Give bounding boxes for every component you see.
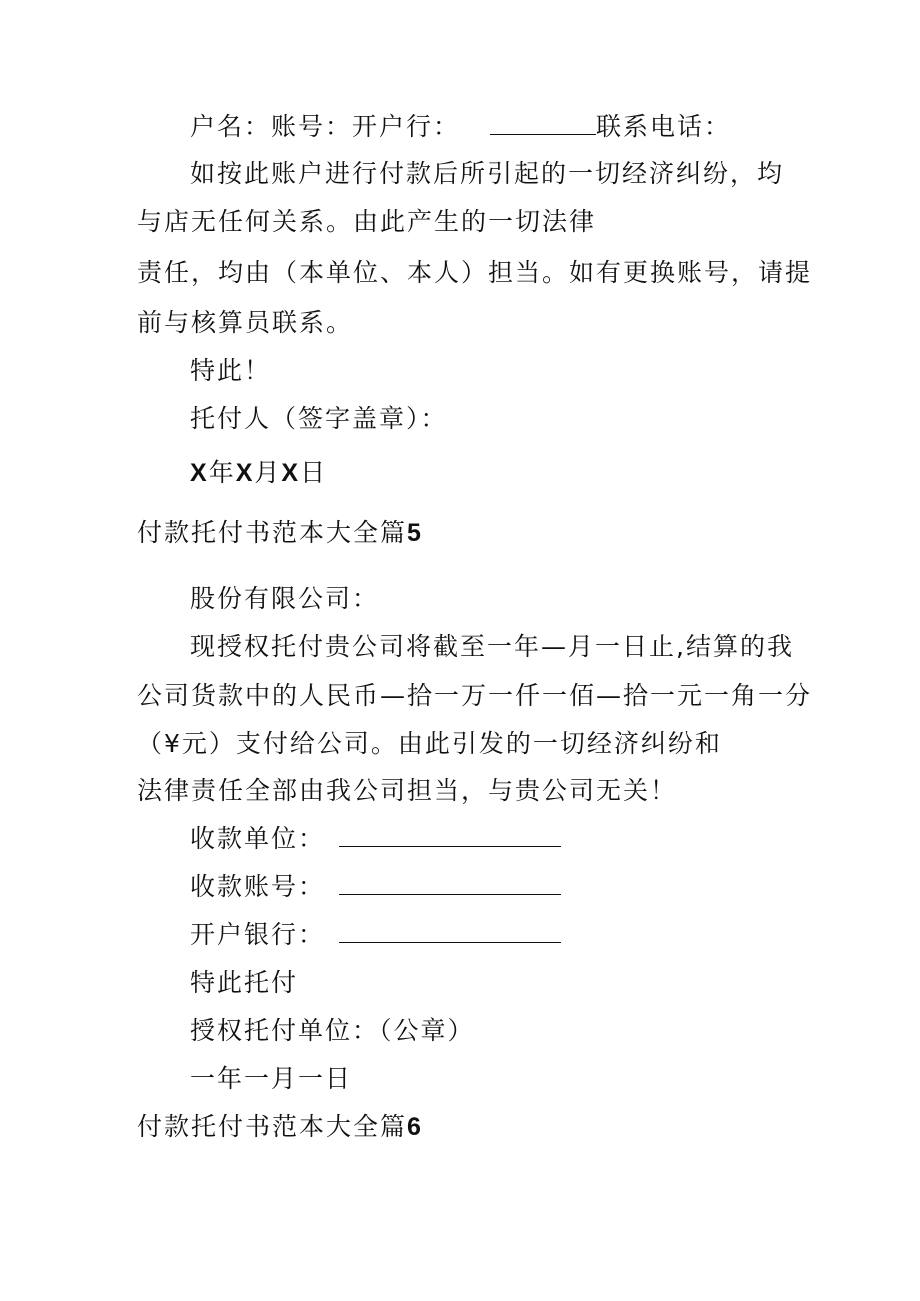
paragraph-line: 如按此账户进行付款后所引起的一切经济纠纷，均 (190, 159, 785, 188)
section-heading (137, 1110, 423, 1144)
paragraph-line: （¥元）支付给公司。由此引发的一切经济纠纷和 (137, 729, 722, 758)
section-heading-number: 6 (407, 1113, 423, 1141)
label-account-number: 账号： (271, 112, 353, 141)
section-heading-text: 付款托付书范本大全篇 (137, 1112, 408, 1141)
field-bank (190, 918, 561, 952)
field-label: 开户银行： (190, 920, 326, 949)
paragraph-line: 前与核算员联系。 (137, 308, 354, 337)
blank-underline (339, 822, 561, 847)
closing-text: 特此！ (190, 356, 272, 385)
account-info-line (190, 110, 731, 144)
section-heading-number: 5 (407, 519, 423, 547)
label-phone: 联系电话： (596, 112, 732, 141)
paragraph-line: 公司货款中的人民币—拾一万一仟一佰—拾一元一角一分 (137, 681, 813, 710)
field-payee-unit (190, 822, 561, 856)
paragraph-line: 与店无任何关系。由此产生的一切法律 (137, 207, 597, 236)
date-year-char: 年 (208, 458, 236, 487)
signer-line: 托付人（签字盖章）： (190, 404, 448, 433)
closing-text: 特此托付 (190, 968, 299, 997)
paragraph-line: 责任，均由（本单位、本人）担当。如有更换账号，请提 (137, 258, 813, 287)
date-placeholder-day: X (281, 459, 301, 487)
field-label: 收款单位： (190, 824, 326, 853)
date-month-char: 月 (254, 458, 282, 487)
date-placeholder-year: X (190, 459, 209, 487)
addressee: 股份有限公司： (190, 584, 380, 613)
date-line: 一年一月一日 (190, 1064, 353, 1093)
label-account-name: 户名： (190, 112, 272, 141)
label-bank: 开户行： (352, 112, 461, 141)
blank-underline (339, 870, 561, 895)
blank-underline (490, 110, 596, 135)
date-placeholder-month: X (235, 459, 255, 487)
field-payee-account (190, 870, 561, 904)
section-heading-text: 付款托付书范本大全篇 (137, 518, 408, 547)
paragraph-line: 现授权托付贵公司将截至一年—月一日止,结算的我 (190, 632, 794, 661)
blank-underline (339, 918, 561, 943)
date-day-char: 日 (300, 458, 328, 487)
field-label: 收款账号： (190, 872, 326, 901)
paragraph-line: 法律责任全部由我公司担当，与贵公司无关！ (137, 776, 678, 805)
section-heading (137, 516, 423, 550)
signer-line: 授权托付单位：（公章） (190, 1016, 475, 1045)
date-line (190, 456, 327, 490)
